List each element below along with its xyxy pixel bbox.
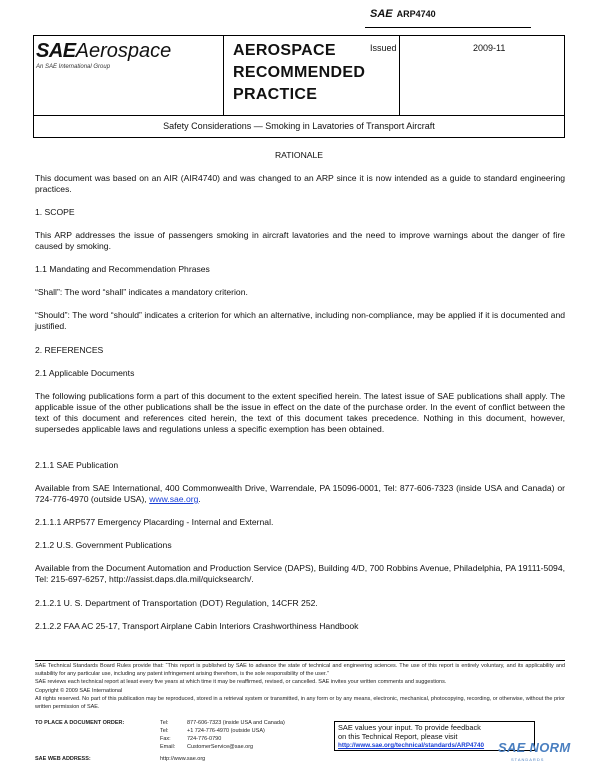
section-heading: 1. SCOPE bbox=[35, 207, 75, 217]
standards-board-rules: SAE Technical Standards Board Rules provide that: “This report is published by SAE to advance the state of technical and engineering sciences. The use of this report is entirely voluntary, and its applicability and suitability for any particular use, including any patent infringement arising therefrom, is the sole responsibility of the user.” bbox=[35, 663, 565, 677]
reference-item: 2.1.2.2 FAA AC 25-17, Transport Airplane Cabin Interiors Crashworthiness Handbook bbox=[35, 621, 359, 631]
logo-cell bbox=[34, 36, 224, 115]
feedback-line: on this Technical Report, please visit bbox=[338, 732, 458, 741]
sae-website-link[interactable]: www.sae.org bbox=[149, 494, 199, 504]
feedback-link[interactable]: http://www.sae.org/technical/standards/ARP4740 bbox=[338, 742, 485, 749]
contact-value: 724-776-0790 bbox=[187, 736, 222, 742]
contact-label: Fax: bbox=[160, 736, 171, 742]
header-divider bbox=[365, 27, 531, 28]
section-heading: 2.1 Applicable Documents bbox=[35, 368, 135, 378]
feedback-line: SAE values your input. To provide feedback bbox=[338, 723, 481, 732]
government-publications-text: Available from the Document Automation and Production Service (DAPS), Building 4/D, 700 Robbins Avenue, Philadelphia, PA 19111-5094, Tel: 215-697-6257, http://assist.daps.dla.mil/quicksearch/. bbox=[35, 563, 565, 584]
review-notice: SAE reviews each technical report at least every five years at which time it may be reaffirmed, revised, or cancelled. SAE invites your written comments and suggestions. bbox=[35, 679, 447, 685]
doctype-line: RECOMMENDED bbox=[233, 64, 366, 81]
copyright: Copyright © 2009 SAE International bbox=[35, 688, 123, 694]
contact-value: 877-606-7323 (inside USA and Canada) bbox=[187, 720, 285, 726]
logo-sae: SAE bbox=[36, 40, 76, 62]
contact-label: Email: bbox=[160, 744, 176, 750]
document-number-row bbox=[370, 8, 436, 20]
sentence-end: . bbox=[198, 494, 201, 504]
sae-small-logo: SAE bbox=[370, 8, 393, 20]
sae-norm-watermark: SAE NORM bbox=[498, 740, 571, 755]
logo-subtitle: An SAE International Group bbox=[36, 64, 111, 70]
section-heading: 2.1.2 U.S. Government Publications bbox=[35, 540, 172, 550]
section-heading: 1.1 Mandating and Recommendation Phrases bbox=[35, 264, 210, 274]
web-label: SAE WEB ADDRESS: bbox=[35, 756, 91, 762]
doctype-line: AEROSPACE bbox=[233, 42, 336, 59]
applicable-documents-text: The following publications form a part of this document to the extent specified herein. The latest issue of SAE publications shall apply. The applicable issue of the other publications shall be the issue in effect on the date of the purchase order. In the event of conflict between the text of this document and references cited herein, the text of this document takes precedence. Nothing in this document, however, supersedes applicable laws and regulations unless a specific exemption has been obtained. bbox=[35, 391, 565, 434]
logo-aerospace: Aerospace bbox=[75, 40, 172, 62]
sae-publication-address: Available from SAE International, 400 Commonwealth Drive, Warrendale, PA 15096-0001, Tel: 877-606-7323 (inside USA and Canada) or 724-776-4970 (outside USA), bbox=[35, 483, 565, 504]
should-definition: “Should”: The word “should” indicates a criterion for which an alternative, including non-compliance, may be applied if it is documented and justified. bbox=[35, 310, 565, 331]
footer-rule bbox=[35, 660, 565, 661]
document-type bbox=[233, 40, 365, 106]
scope-text: This ARP addresses the issue of passengers smoking in aircraft lavatories and the need to improve warnings about the danger of fire caused by smoking. bbox=[35, 230, 565, 251]
sae-aerospace-logo bbox=[36, 40, 171, 63]
contact-label: Tel: bbox=[160, 728, 169, 734]
rights-notice: All rights reserved. No part of this publication may be reproduced, stored in a retrieval system or transmitted, in any form or by any means, electronic, mechanical, photocopying, recording, or otherwise, without the prior written permission of SAE. bbox=[35, 696, 565, 710]
section-heading: 2.1.1 SAE Publication bbox=[35, 460, 119, 470]
contact-value: +1 724-776-4970 (outside USA) bbox=[187, 728, 265, 734]
reference-item: 2.1.1.1 ARP577 Emergency Placarding - Internal and External. bbox=[35, 517, 274, 527]
rationale-heading: RATIONALE bbox=[274, 150, 324, 160]
shall-definition: “Shall”: The word “shall” indicates a mandatory criterion. bbox=[35, 287, 248, 297]
document-number: ARP4740 bbox=[396, 9, 436, 19]
order-label: TO PLACE A DOCUMENT ORDER: bbox=[35, 720, 125, 726]
document-title: Safety Considerations — Smoking in Lavatories of Transport Aircraft bbox=[33, 116, 565, 138]
issued-label: Issued bbox=[370, 43, 397, 53]
reference-item: 2.1.2.1 U. S. Department of Transportation (DOT) Regulation, 14CFR 252. bbox=[35, 598, 318, 608]
section-heading: 2. REFERENCES bbox=[35, 345, 104, 355]
issued-date: 2009-11 bbox=[473, 43, 506, 53]
watermark-subtitle: STANDARDS bbox=[511, 757, 545, 762]
sae-publication-text bbox=[35, 483, 565, 505]
contact-label: Tel: bbox=[160, 720, 169, 726]
doctype-line: PRACTICE bbox=[233, 86, 318, 103]
contact-email[interactable]: CustomerService@sae.org bbox=[187, 744, 254, 750]
web-address-link[interactable]: http://www.sae.org bbox=[160, 756, 206, 762]
rationale-text: This document was based on an AIR (AIR4740) and was changed to an ARP since it is now intended as a guide to standard engineering practices. bbox=[35, 173, 565, 194]
